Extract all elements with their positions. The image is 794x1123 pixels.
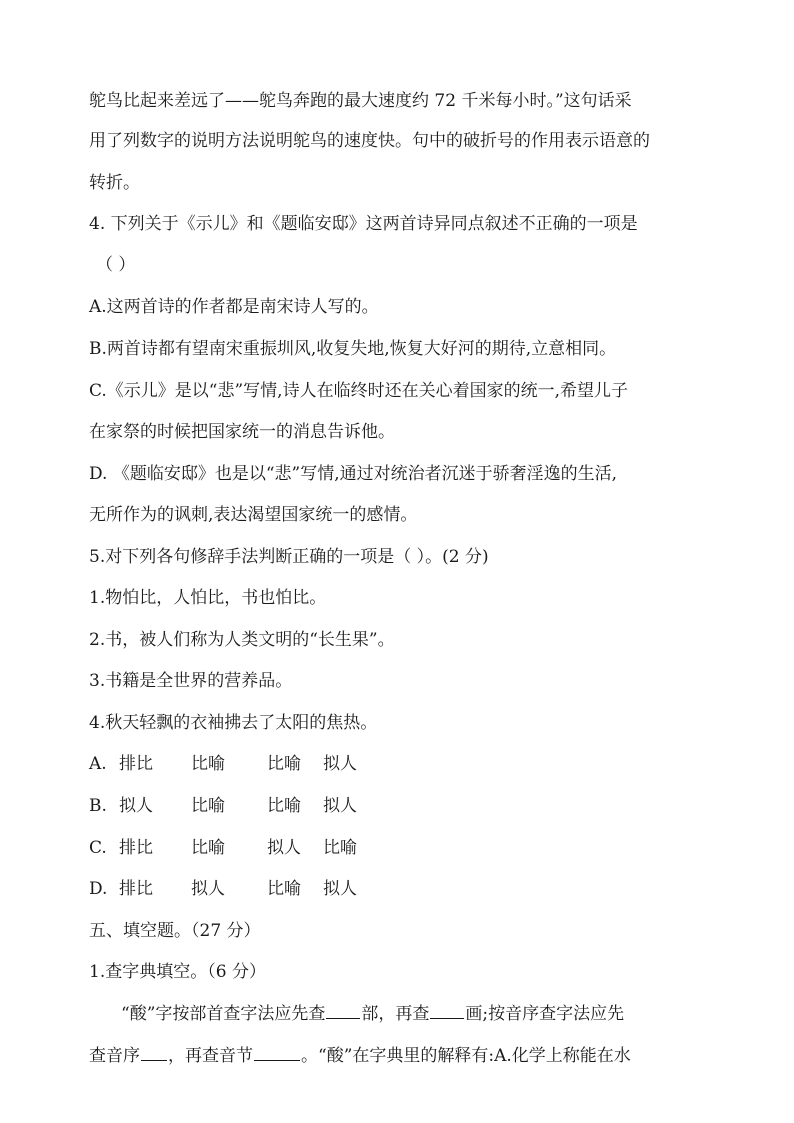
question-5-option-a bbox=[89, 753, 709, 775]
radical-blank[interactable] bbox=[326, 1003, 360, 1019]
question-4-option-c-line-1: C.《示儿》是以“悲”写情,诗人在临终时还在关心着国家的统一,希望儿子 bbox=[89, 381, 628, 401]
fill-text-segment: ，再查音节 bbox=[168, 1046, 253, 1066]
question-5-sentence-3: 3.书籍是全世界的营养品。 bbox=[89, 671, 293, 691]
question-5-stem: 5.对下列各句修辞手法判断正确的一项是（ ）。(2 分) bbox=[89, 547, 489, 567]
option-item-2: 比喻 bbox=[191, 796, 225, 816]
question-4-option-d-line-1: D. 《题临安邸》也是以“悲”写情,通过对统治者沉迷于骄奢淫逸的生活, bbox=[89, 464, 618, 484]
paragraph-line-3: 转折。 bbox=[89, 173, 140, 193]
option-item-4: 拟人 bbox=[323, 879, 357, 899]
question-4-option-b: B.两首诗都有望南宋重振圳风,收复失地,恢复大好河的期待,立意相同。 bbox=[89, 339, 617, 359]
question-5-sentence-4: 4.秋天轻飘的衣袖拂去了太阳的焦热。 bbox=[89, 713, 378, 733]
option-item-2: 比喻 bbox=[191, 838, 225, 858]
option-item-3: 比喻 bbox=[267, 796, 301, 816]
option-item-1: 排比 bbox=[119, 879, 153, 899]
question-4-option-d-line-2: 无所作为的讽刺,表达渴望国家统一的感情。 bbox=[89, 505, 418, 525]
question-4-answer-paren: （ ） bbox=[96, 255, 136, 275]
option-item-2: 拟人 bbox=[191, 879, 225, 899]
option-item-4: 拟人 bbox=[323, 754, 357, 774]
option-letter: A. bbox=[89, 754, 107, 774]
section-5-title: 五、填空题。（27 分） bbox=[89, 921, 261, 941]
option-item-1: 排比 bbox=[119, 754, 153, 774]
fill-text-segment: 部，再查 bbox=[361, 1004, 430, 1024]
option-item-3: 拟人 bbox=[267, 838, 301, 858]
fill-text-segment: 画;按音序查字法应先 bbox=[465, 1004, 625, 1024]
question-5-option-d bbox=[89, 878, 709, 900]
option-letter: D. bbox=[89, 879, 108, 899]
fill-question-1-line-2 bbox=[89, 1045, 709, 1067]
phonetic-initial-blank[interactable] bbox=[141, 1045, 167, 1061]
syllable-blank[interactable] bbox=[254, 1045, 300, 1061]
question-4-stem: 4. 下列关于《示儿》和《题临安邸》这两首诗异同点叙述不正确的一项是 bbox=[89, 214, 638, 234]
option-item-4: 拟人 bbox=[323, 796, 357, 816]
option-item-4: 比喻 bbox=[323, 838, 357, 858]
question-4-option-a: A.这两首诗的作者都是南宋诗人写的。 bbox=[89, 297, 379, 317]
fill-question-1-line-1 bbox=[121, 1003, 741, 1025]
option-item-2: 比喻 bbox=[191, 754, 225, 774]
paragraph-line-2: 用了列数字的说明方法说明鸵鸟的速度快。句中的破折号的作用表示语意的 bbox=[89, 131, 650, 151]
stroke-count-blank[interactable] bbox=[430, 1003, 464, 1019]
question-4-option-c-line-2: 在家祭的时候把国家统一的消息告诉他。 bbox=[89, 422, 395, 442]
paragraph-line-1: 鸵鸟比起来差远了——鸵鸟奔跑的最大速度约 72 千米每小时。”这句话采 bbox=[89, 91, 632, 111]
question-5-option-b bbox=[89, 795, 709, 817]
option-item-1: 排比 bbox=[119, 838, 153, 858]
option-item-3: 比喻 bbox=[267, 754, 301, 774]
fill-text-segment: “酸”字按部首查字法应先查 bbox=[121, 1004, 326, 1024]
question-5-sentence-1: 1.物怕比，人怕比，书也怕比。 bbox=[89, 588, 327, 608]
option-item-3: 比喻 bbox=[267, 879, 301, 899]
option-letter: B. bbox=[89, 796, 107, 816]
fill-text-segment: 。“酸”在字典里的解释有:A.化学上称能在水 bbox=[301, 1046, 631, 1066]
fill-question-1-title: 1.查字典填空。（6 分） bbox=[89, 962, 266, 982]
question-5-sentence-2: 2.书，被人们称为人类文明的“长生果”。 bbox=[89, 630, 395, 650]
question-5-option-c bbox=[89, 837, 709, 859]
fill-text-segment: 查音序 bbox=[89, 1046, 140, 1066]
option-letter: C. bbox=[89, 838, 107, 858]
option-item-1: 拟人 bbox=[119, 796, 153, 816]
